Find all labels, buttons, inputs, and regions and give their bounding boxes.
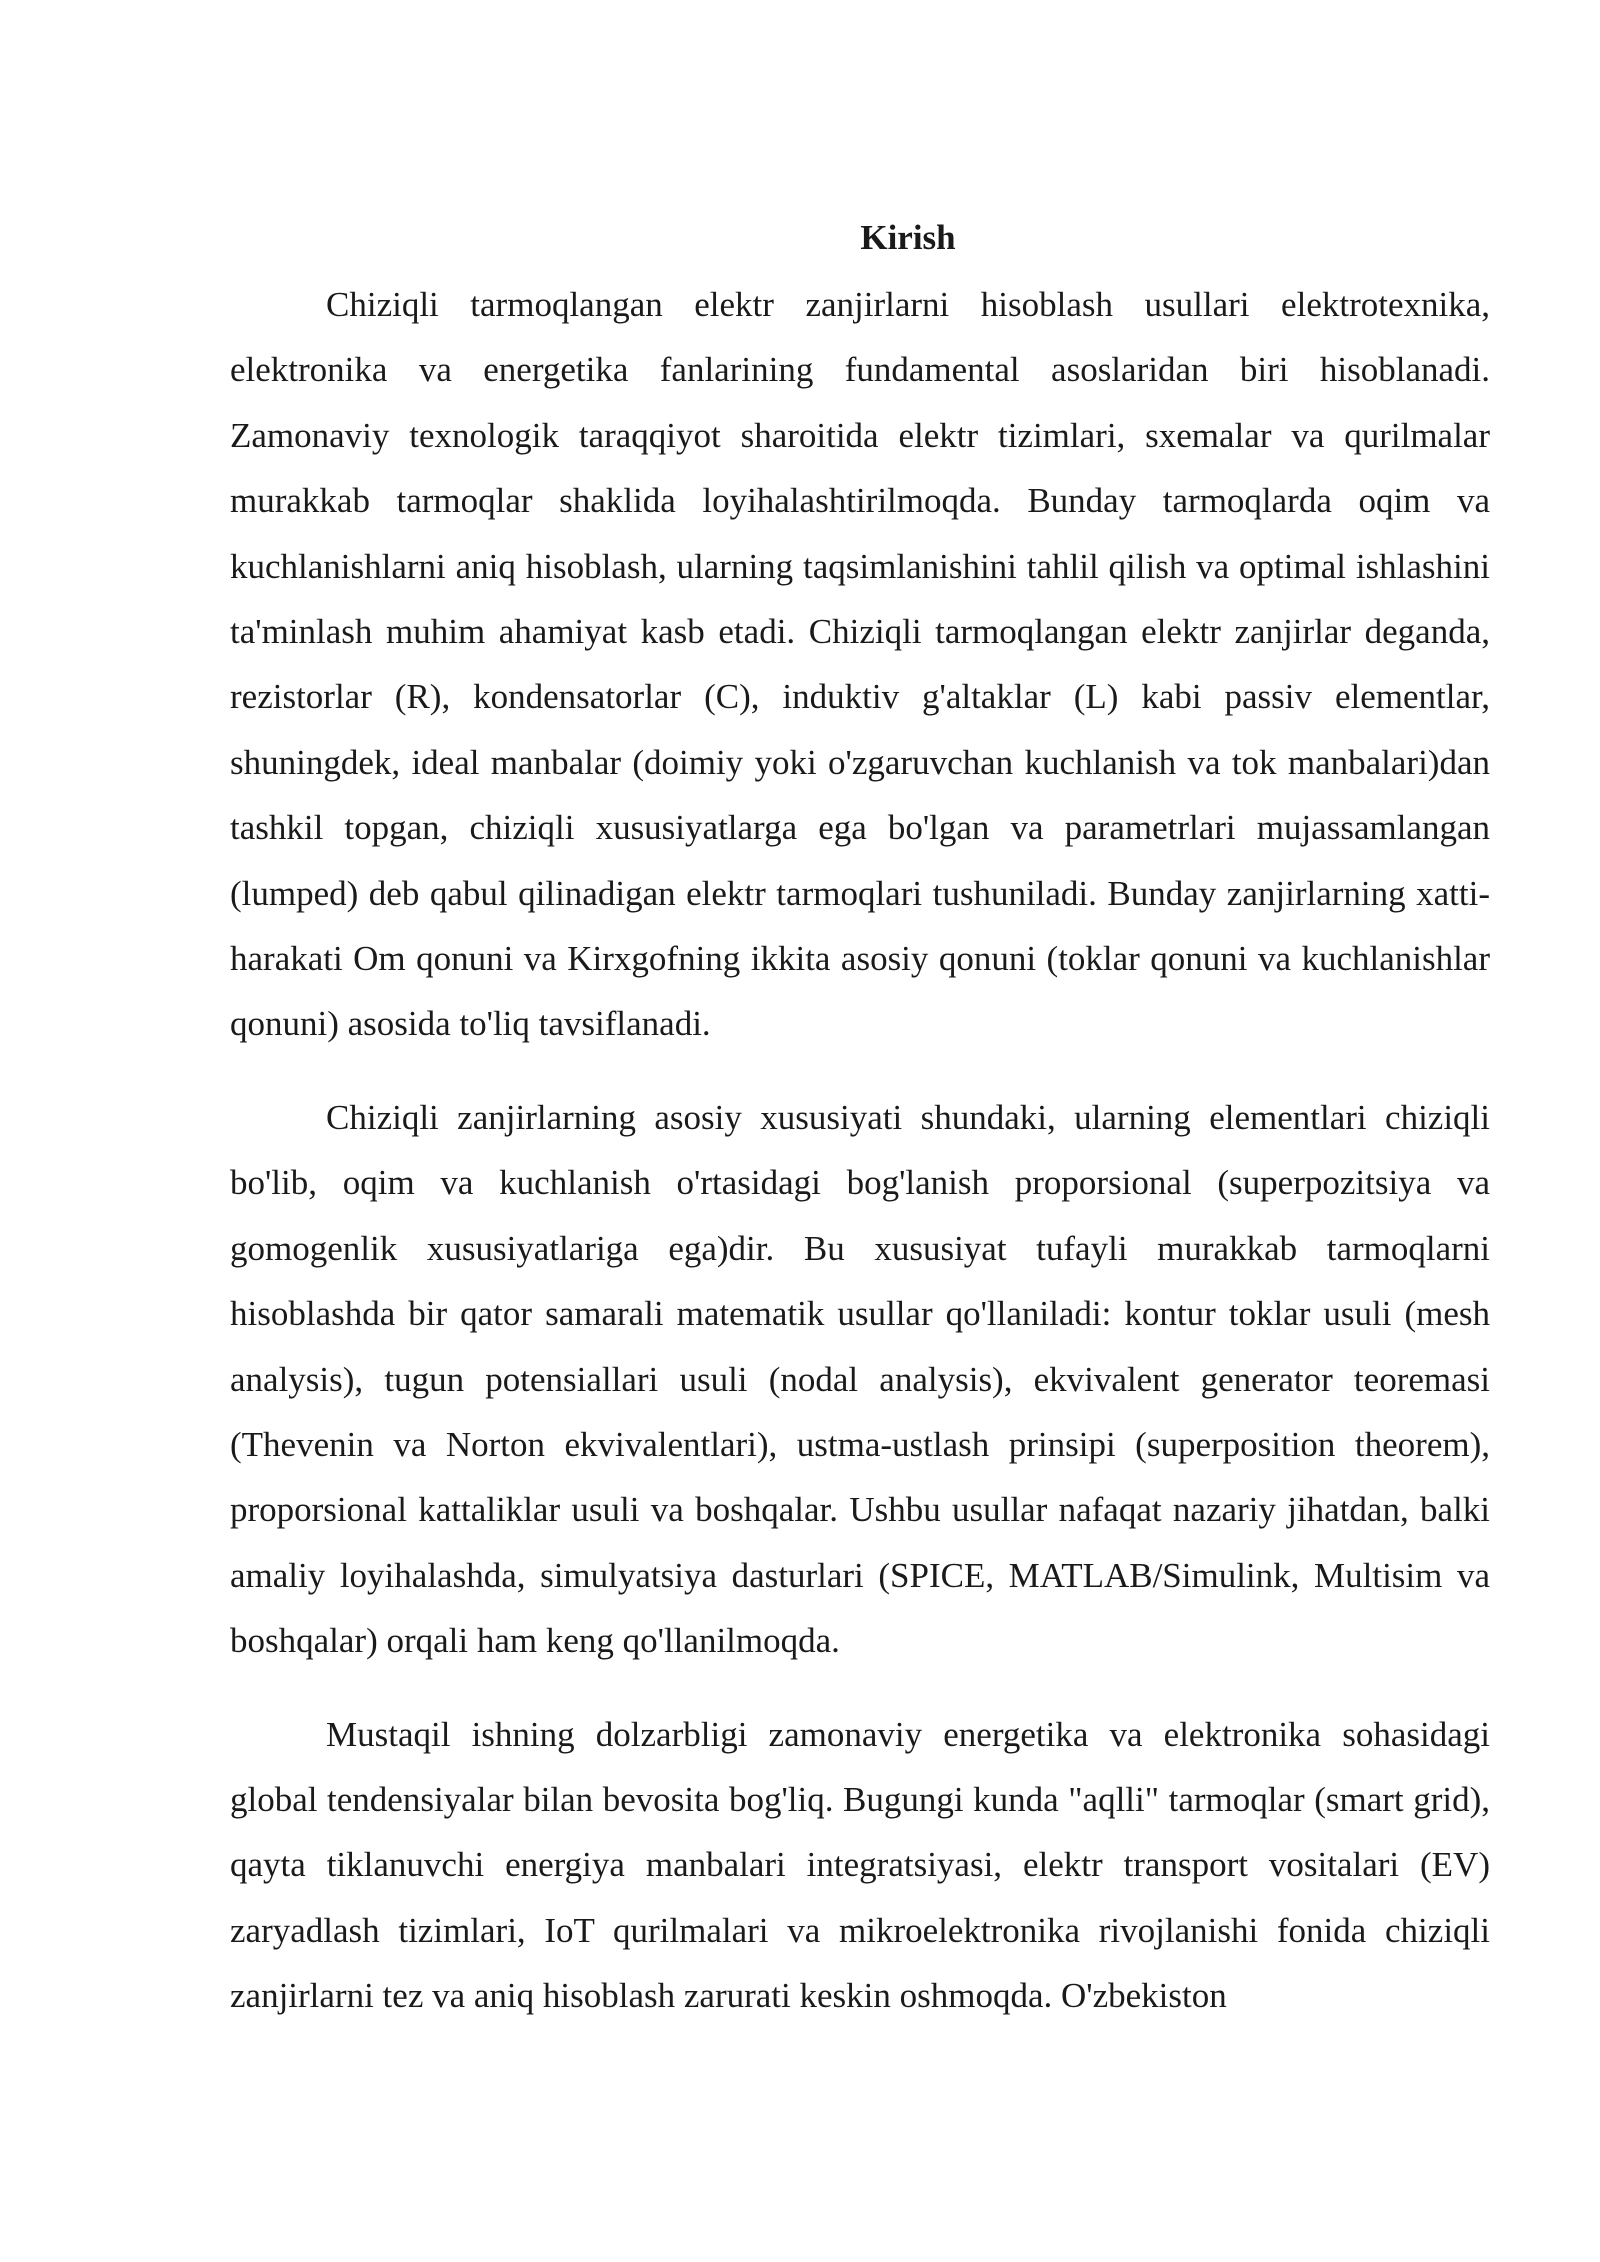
document-body [230, 212, 1490, 2057]
page-title: Kirish [860, 218, 956, 257]
paragraph-3: Mustaqil ishning dolzarbligi zamonaviy energetika va elektronika sohasidagi global tendensiyalar bilan bevosita bog'liq. Bugungi kunda "aqlli" tarmoqlar (smart grid), qayta tiklanuvchi energiya manbalari integratsiyasi, elektr transport vositalari (EV) zaryadlash tizimlari, IoT qurilmalari va mikroelektronika rivojlanishi fonida chiziqli zanjirlarni tez va aniq hisoblash zarurati keskin oshmoqda. O'zbekiston [230, 1714, 1490, 2016]
paragraph-1: Chiziqli tarmoqlangan elektr zanjirlarni hisoblash usullari elektrotexnika, elektronika va energetika fanlarining fundamental asoslaridan biri hisoblanadi. Zamonaviy texnologik taraqqiyot sharoitida elektr tizimlari, sxemalar va qurilmalar murakkab tarmoqlar shaklida loyihalashtirilmoqda. Bunday tarmoqlarda oqim va kuchlanishlarni aniq hisoblash, ularning taqsimlanishini tahlil qilish va optimal ishlashini ta'minlash muhim ahamiyat kasb etadi. Chiziqli tarmoqlangan elektr zanjirlar deganda, rezistorlar (R), kondensatorlar (C), induktiv g'altaklar (L) kabi passiv elementlar, shuningdek, ideal manbalar (doimiy yoki o'zgaruvchan kuchlanish va tok manbalari)dan tashkil topgan, chiziqli xususiyatlarga ega bo'lgan va parametrlari mujassamlangan (lumped) deb qabul qilinadigan elektr tarmoqlari tushuniladi. Bunday zanjirlarning xatti-harakati Om qonuni va Kirxgofning ikkita asosiy qonuni (toklar qonuni va kuchlanishlar qonuni) asosida to'liq tavsiflanadi. [230, 285, 1490, 1044]
paragraph-2: Chiziqli zanjirlarning asosiy xususiyati shundaki, ularning elementlari chiziqli bo'lib, oqim va kuchlanish o'rtasidagi bog'lanish proporsional (superpozitsiya va gomogenlik xususiyatlariga ega)dir. Bu xususiyat tufayli murakkab tarmoqlarni hisoblashda bir qator samarali matematik usullar qo'llaniladi: kontur toklar usuli (mesh analysis), tugun potensiallari usuli (nodal analysis), ekvivalent generator teoremasi (Thevenin va Norton ekvivalentlari), ustma-ustlash prinsipi (superposition theorem), proporsional kattaliklar usuli va boshqalar. Ushbu usullar nafaqat nazariy jihatdan, balki amaliy loyihalashda, simulyatsiya dasturlari (SPICE, MATLAB/Simulink, Multisim va boshqalar) orqali ham keng qo'llanilmoqda. [230, 1097, 1490, 1661]
